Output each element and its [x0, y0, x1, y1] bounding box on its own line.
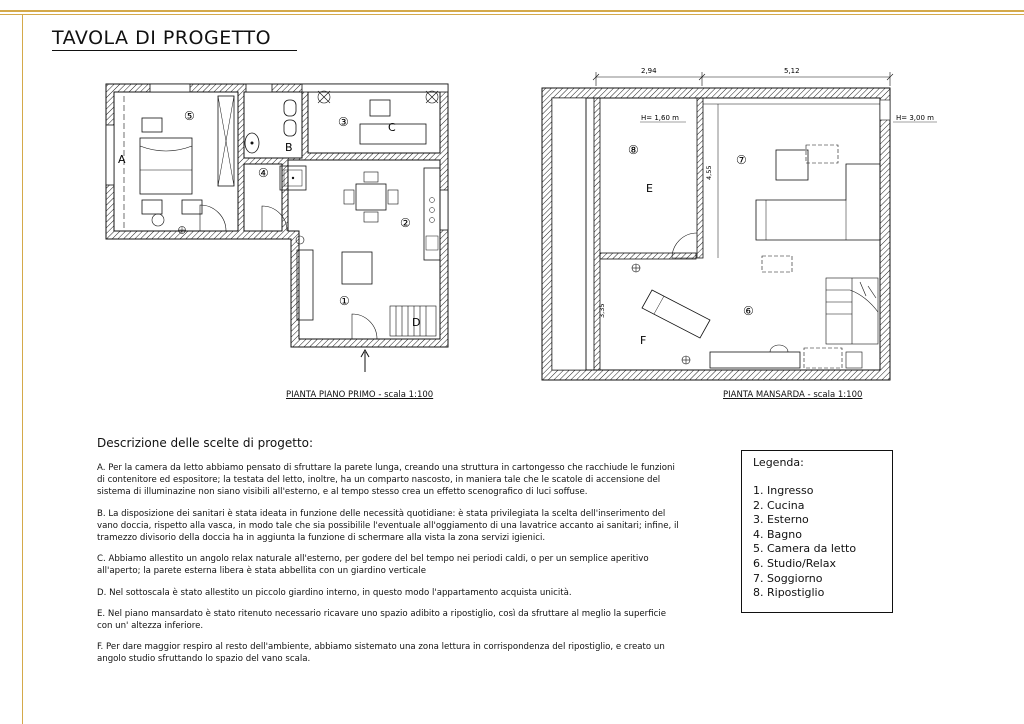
description-paragraph-d: D. Nel sottoscala è stato allestito un piccolo giardino interno, in questo modo l'appartamento acquista unicità. [97, 587, 572, 598]
caption-piano-primo: PIANTA PIANO PRIMO - scala 1:100 [286, 390, 434, 400]
description-body [97, 462, 682, 675]
page-title: TAVOLA DI PROGETTO [52, 27, 272, 49]
legend-item: 8. Ripostiglio [753, 586, 825, 600]
primo-letter-c: C [388, 121, 396, 134]
legend-item: 7. Soggiorno [753, 571, 823, 585]
primo-num-1: ① [339, 294, 350, 308]
caption-mansarda: PIANTA MANSARDA - scala 1:100 [723, 390, 863, 400]
plan-piano-primo [106, 84, 448, 372]
primo-num-2: ② [400, 216, 411, 230]
legend-list [753, 484, 856, 601]
description-heading: Descrizione delle scelte di progetto: [97, 436, 314, 450]
mansarda-dim-294: 2,94 [641, 67, 657, 75]
legend-title: Legenda: [753, 456, 804, 469]
legend-item: 1. Ingresso [753, 484, 814, 497]
legend-item: 5. Camera da letto [753, 542, 857, 556]
plan-mansarda [542, 67, 937, 380]
primo-letter-a: A [118, 153, 126, 166]
primo-num-3: ③ [338, 115, 349, 129]
description-paragraph-b: B. La disposizione dei sanitari è stata ideata in funzione delle necessità quotidiane: è stata privilegiata la scelta dell'inserimento del vano doccia, rispetto alla vasca, in modo tale che sia possibilile l'eventuale all'oggiamento di una lavatrice accanto ai sanitari; infine, il tramezzo divisorio della doccia ha in aggiunta la funzione di schermare alla vista la zona servizi igienici. [97, 508, 679, 544]
legend-box [741, 450, 893, 613]
mansarda-dim-512: 5,12 [784, 67, 800, 75]
legend-item: 2. Cucina [753, 498, 805, 512]
primo-letter-d: D [412, 316, 421, 329]
description-paragraph-f: F. Per dare maggior respiro al resto dell'ambiente, abbiamo sistemato una zona lettura in corrispondenza del ripostiglio, e creato un angolo studio sfruttando lo spazio del vano scala. [97, 642, 665, 665]
primo-letter-b: B [285, 141, 293, 154]
legend-item: 6. Studio/Relax [753, 556, 836, 570]
mansarda-num-6: ⑥ [743, 304, 754, 318]
description-paragraph-e: E. Nel piano mansardato è stato ritenuto necessario ricavare uno spazio adibito a ripostiglio, così da sfruttare al meglio la superficie con un' altezza inferiore. [97, 608, 667, 632]
mansarda-num-7: ⑦ [736, 153, 747, 167]
mansarda-height-high: H= 3,00 m [896, 114, 934, 122]
mansarda-letter-e: E [646, 182, 653, 195]
legend-item: 3. Esterno [753, 513, 809, 527]
description-paragraph-c: C. Abbiamo allestito un angolo relax naturale all'esterno, per godere del bel tempo nei periodi caldi, o per un semplice aperitivo all'aperto; la parete esterna libera è stata abbellita con un giardino verticale [97, 554, 649, 577]
legend-item: 4. Bagno [753, 527, 802, 541]
primo-num-5: ⑤ [184, 109, 195, 123]
mansarda-dim-335: 3,35 [598, 303, 606, 318]
mansarda-dim-455: 4,55 [705, 165, 713, 180]
primo-num-4: ④ [258, 166, 269, 180]
mansarda-num-8: ⑧ [628, 143, 639, 157]
mansarda-letter-f: F [640, 334, 647, 347]
description-paragraph-a: A. Per la camera da letto abbiamo pensato di sfruttare la parete lunga, creando una struttura in cartongesso che racchiude le funzioni di contenitore ed espositore; la testata del letto, inoltre, ha un comparto nascosto, in maniera tale che le scatole di accensione del sistema di illuminazine non siano visibili all'esterno, e al tempo stesso crea un effetto scenografico di luci soffuse. [97, 463, 675, 498]
mansarda-height-low: H= 1,60 m [641, 114, 679, 122]
